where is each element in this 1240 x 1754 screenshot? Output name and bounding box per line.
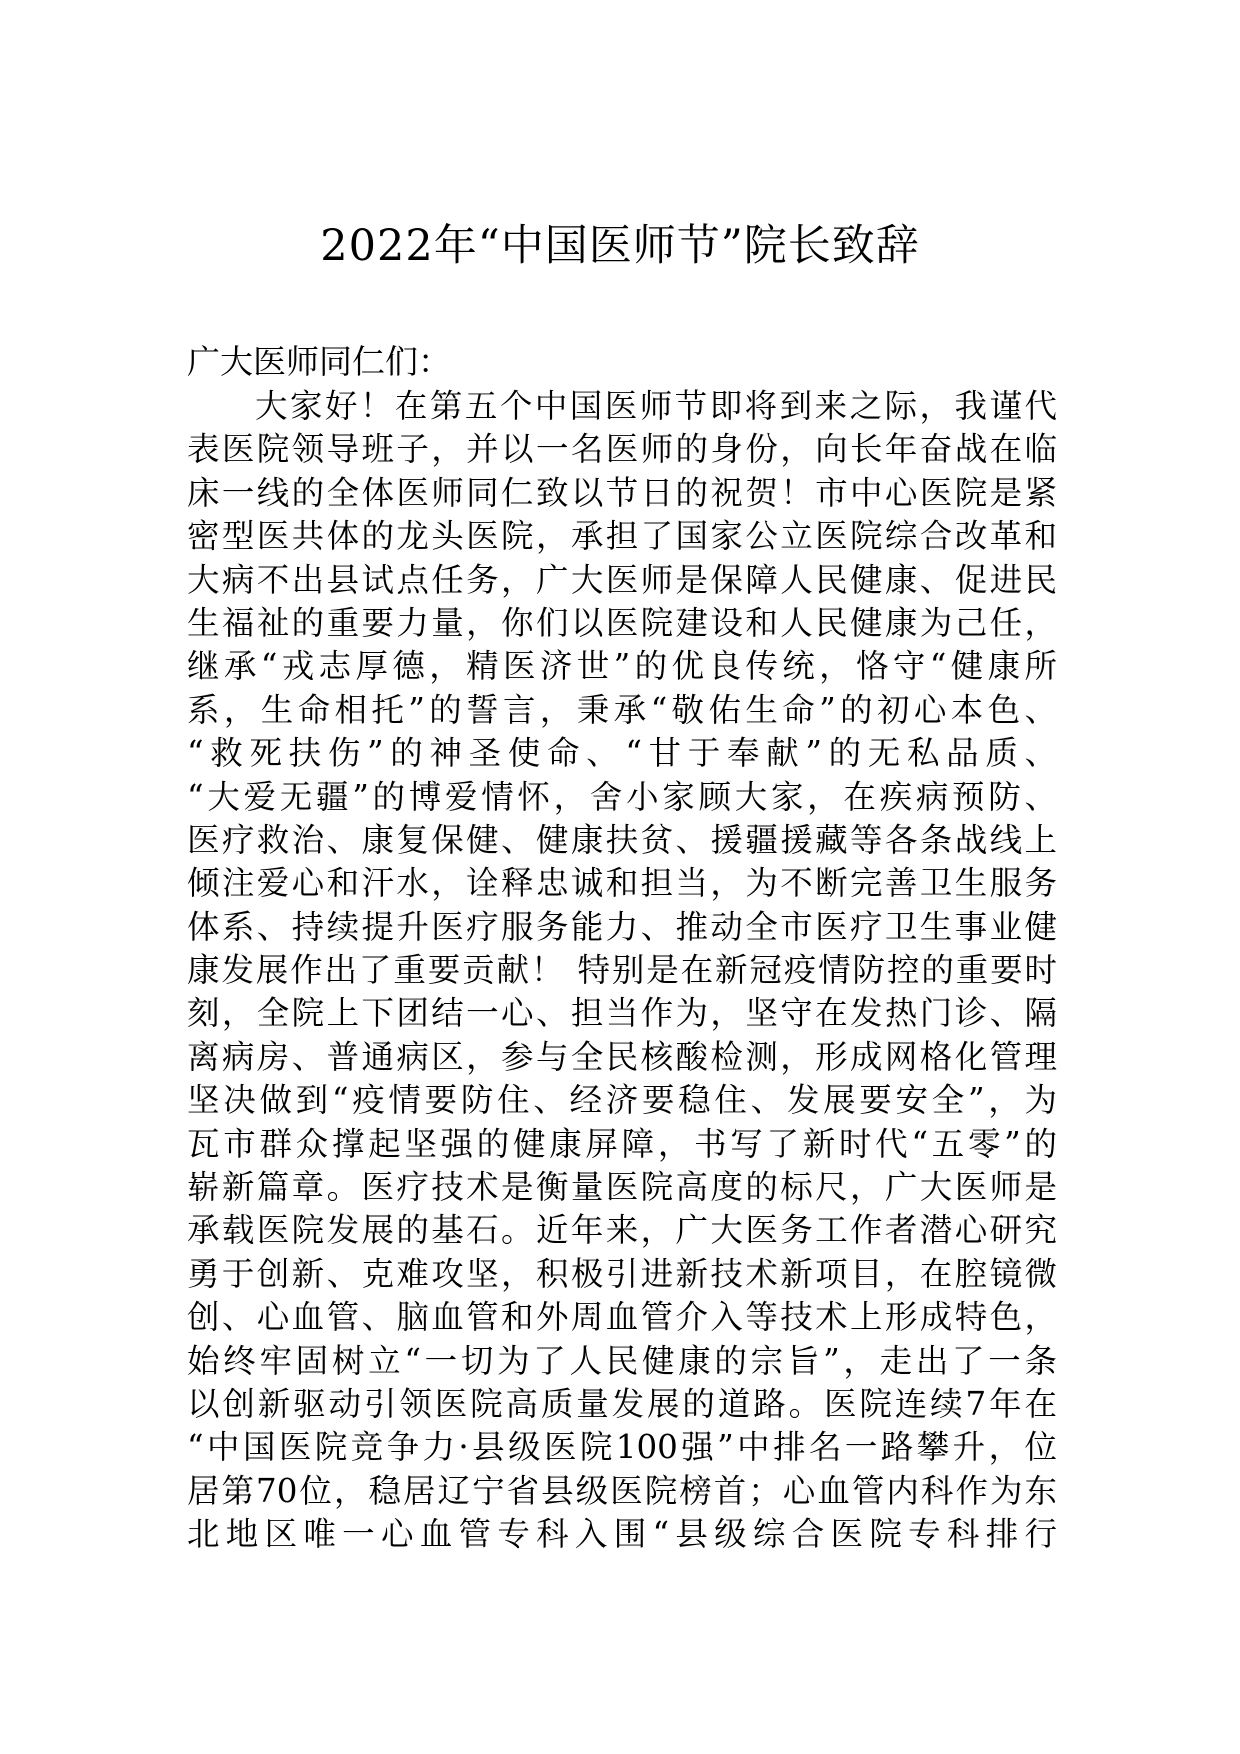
body-line: 密型医共体的龙头医院，承担了国家公立医院综合改革和 bbox=[187, 517, 1057, 556]
body-line: 瓦市群众撑起坚强的健康屏障，书写了新时代“五零”的 bbox=[187, 1124, 1057, 1163]
body-line: 勇于创新、克难攻坚，积极引进新技术新项目，在腔镜微 bbox=[187, 1254, 1057, 1293]
salutation: 广大医师同仁们： bbox=[187, 342, 451, 381]
body-line: 倾注爱心和汗水，诠释忠诚和担当，为不断完善卫生服务 bbox=[187, 864, 1057, 903]
body-line: “救死扶伤”的神圣使命、“甘于奉献”的无私品质、 bbox=[187, 734, 1057, 773]
body-line: 康发展作出了重要贡献！ 特别是在新冠疫情防控的重要时 bbox=[187, 951, 1057, 990]
body-line: 离病房、普通病区，参与全民核酸检测，形成网格化管理 bbox=[187, 1037, 1057, 1076]
document-title: 2022年“中国医师节”院长致辞 bbox=[320, 221, 920, 271]
body-line: “大爱无疆”的博爱情怀，舍小家顾大家，在疾病预防、 bbox=[187, 777, 1057, 816]
body-line: 崭新篇章。医疗技术是衡量医院高度的标尺，广大医师是 bbox=[187, 1168, 1057, 1207]
body-line: 大家好！在第五个中国医师节即将到来之际，我谨代 bbox=[255, 387, 1057, 425]
body-line: 北地区唯一心血管专科入围“县级综合医院专科排行 bbox=[187, 1515, 1057, 1554]
body-line: 居第70位，稳居辽宁省县级医院榜首；心血管内科作为东 bbox=[187, 1471, 1057, 1510]
body-line: 始终牢固树立“一切为了人民健康的宗旨”，走出了一条 bbox=[187, 1341, 1057, 1380]
body-line: 刻，全院上下团结一心、担当作为，坚守在发热门诊、隔 bbox=[187, 994, 1057, 1033]
body-line: 继承“戎志厚德，精医济世”的优良传统，恪守“健康所 bbox=[187, 647, 1057, 686]
body-line: 生福祉的重要力量，你们以医院建设和人民健康为己任， bbox=[187, 603, 1057, 642]
body-line: 创、心血管、脑血管和外周血管介入等技术上形成特色， bbox=[187, 1298, 1057, 1337]
body-line: 大病不出县试点任务，广大医师是保障人民健康、促进民 bbox=[187, 560, 1057, 599]
body-line: 医疗救治、康复保健、健康扶贫、援疆援藏等各条战线上 bbox=[187, 820, 1057, 859]
body-line: 承载医院发展的基石。近年来，广大医务工作者潜心研究 bbox=[187, 1211, 1057, 1250]
body-line: 以创新驱动引领医院高质量发展的道路。医院连续7年在 bbox=[187, 1384, 1057, 1423]
body-line: 系，生命相托”的誓言，秉承“敬佑生命”的初心本色、 bbox=[187, 690, 1057, 729]
body-line: 体系、持续提升医疗服务能力、推动全市医疗卫生事业健 bbox=[187, 907, 1057, 946]
body-line: 床一线的全体医师同仁致以节日的祝贺！市中心医院是紧 bbox=[187, 473, 1057, 512]
body-line: 表医院领导班子，并以一名医师的身份，向长年奋战在临 bbox=[187, 430, 1057, 469]
body-line: “中国医院竞争力·县级医院100强”中排名一路攀升，位 bbox=[187, 1428, 1057, 1467]
body-line: 坚决做到“疫情要防住、经济要稳住、发展要安全”，为 bbox=[187, 1081, 1057, 1120]
speech-body bbox=[187, 385, 1057, 1557]
